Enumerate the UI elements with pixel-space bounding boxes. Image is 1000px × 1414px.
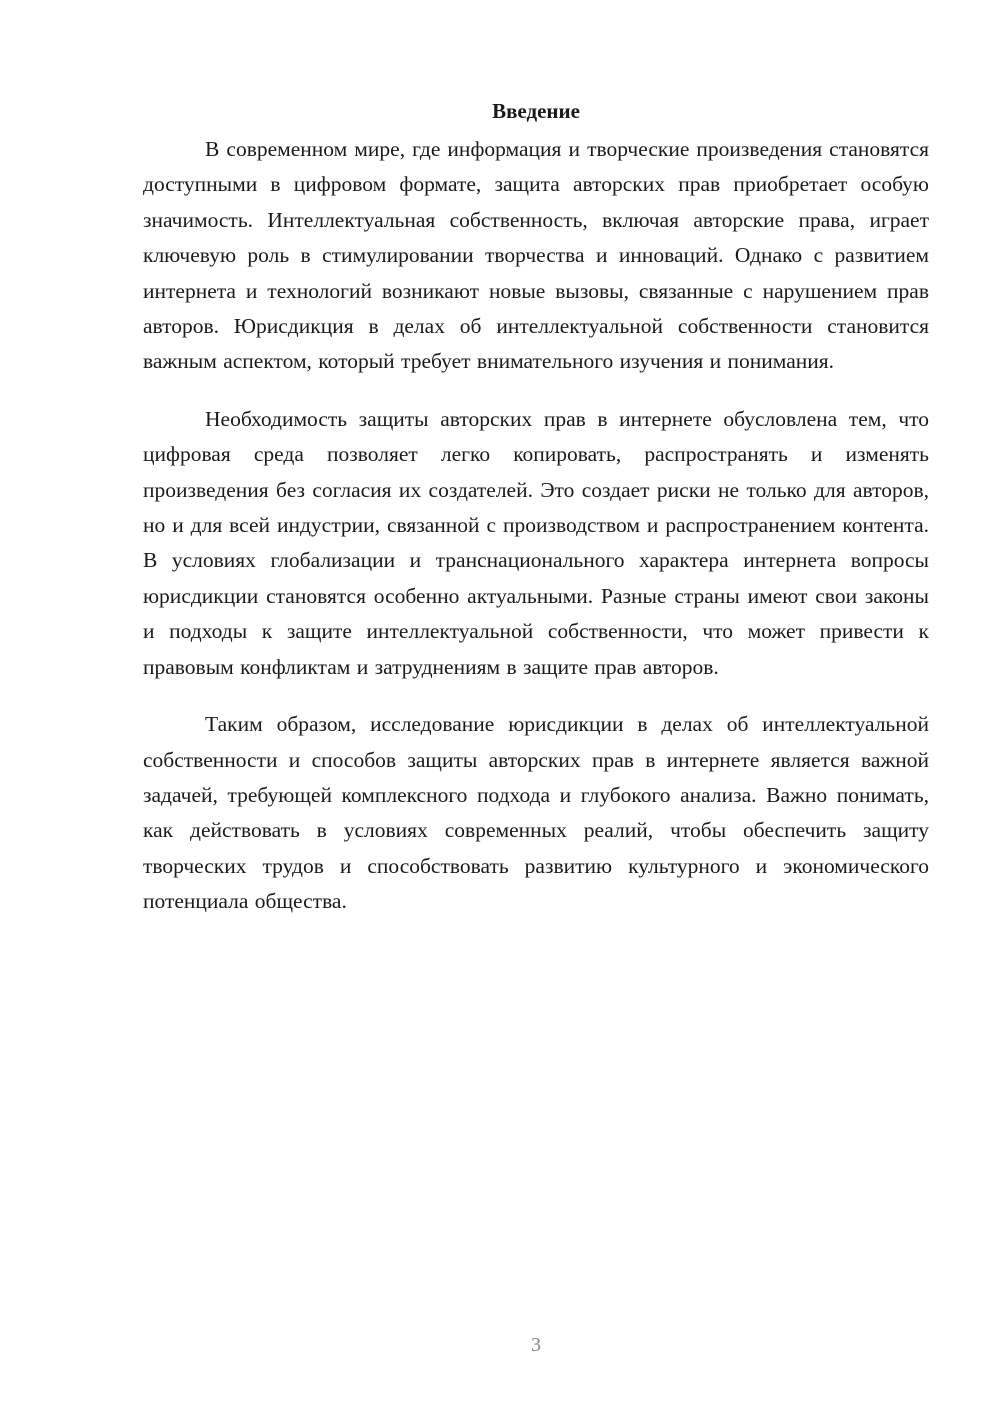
paragraph-1: В современном мире, где информация и творческие произведения становятся доступными в цифровом формате, защита авторских прав приобретает особую значимость. Интеллектуальная собственность, включая авторские права, играет ключевую роль в стимулировании творчества и инноваций. Однако с развитием интернета и технологий возникают новые вызовы, связанные с нарушением прав авторов. Юрисдикция в делах об интеллектуальной собственности становится важным аспектом, который требует внимательного изучения и понимания. [143, 137, 929, 374]
paragraph-2: Необходимость защиты авторских прав в интернете обусловлена тем, что цифровая среда позволяет легко копировать, распространять и изменять произведения без согласия их создателей. Это создает риски не только для авторов, но и для всей индустрии, связанной с производством и распространением контента. В условиях глобализации и транснационального характера интернета вопросы юрисдикции становятся особенно актуальными. Разные страны имеют свои законы и подходы к защите интеллектуальной собственности, что может привести к правовым конфликтам и затруднениям в защите прав авторов. [143, 406, 929, 679]
page-number: 3 [531, 1334, 541, 1356]
paragraph-3: Таким образом, исследование юрисдикции в делах об интеллектуальной собственности и способов защиты авторских прав в интернете является важной задачей, требующей комплексного подхода и глубокого анализа. Важно понимать, как действовать в условиях современных реалий, чтобы обеспечить защиту творческих трудов и способствовать развитию культурного и экономического потенциала общества. [143, 712, 929, 914]
page-content [143, 96, 929, 942]
section-title: Введение [492, 99, 580, 123]
